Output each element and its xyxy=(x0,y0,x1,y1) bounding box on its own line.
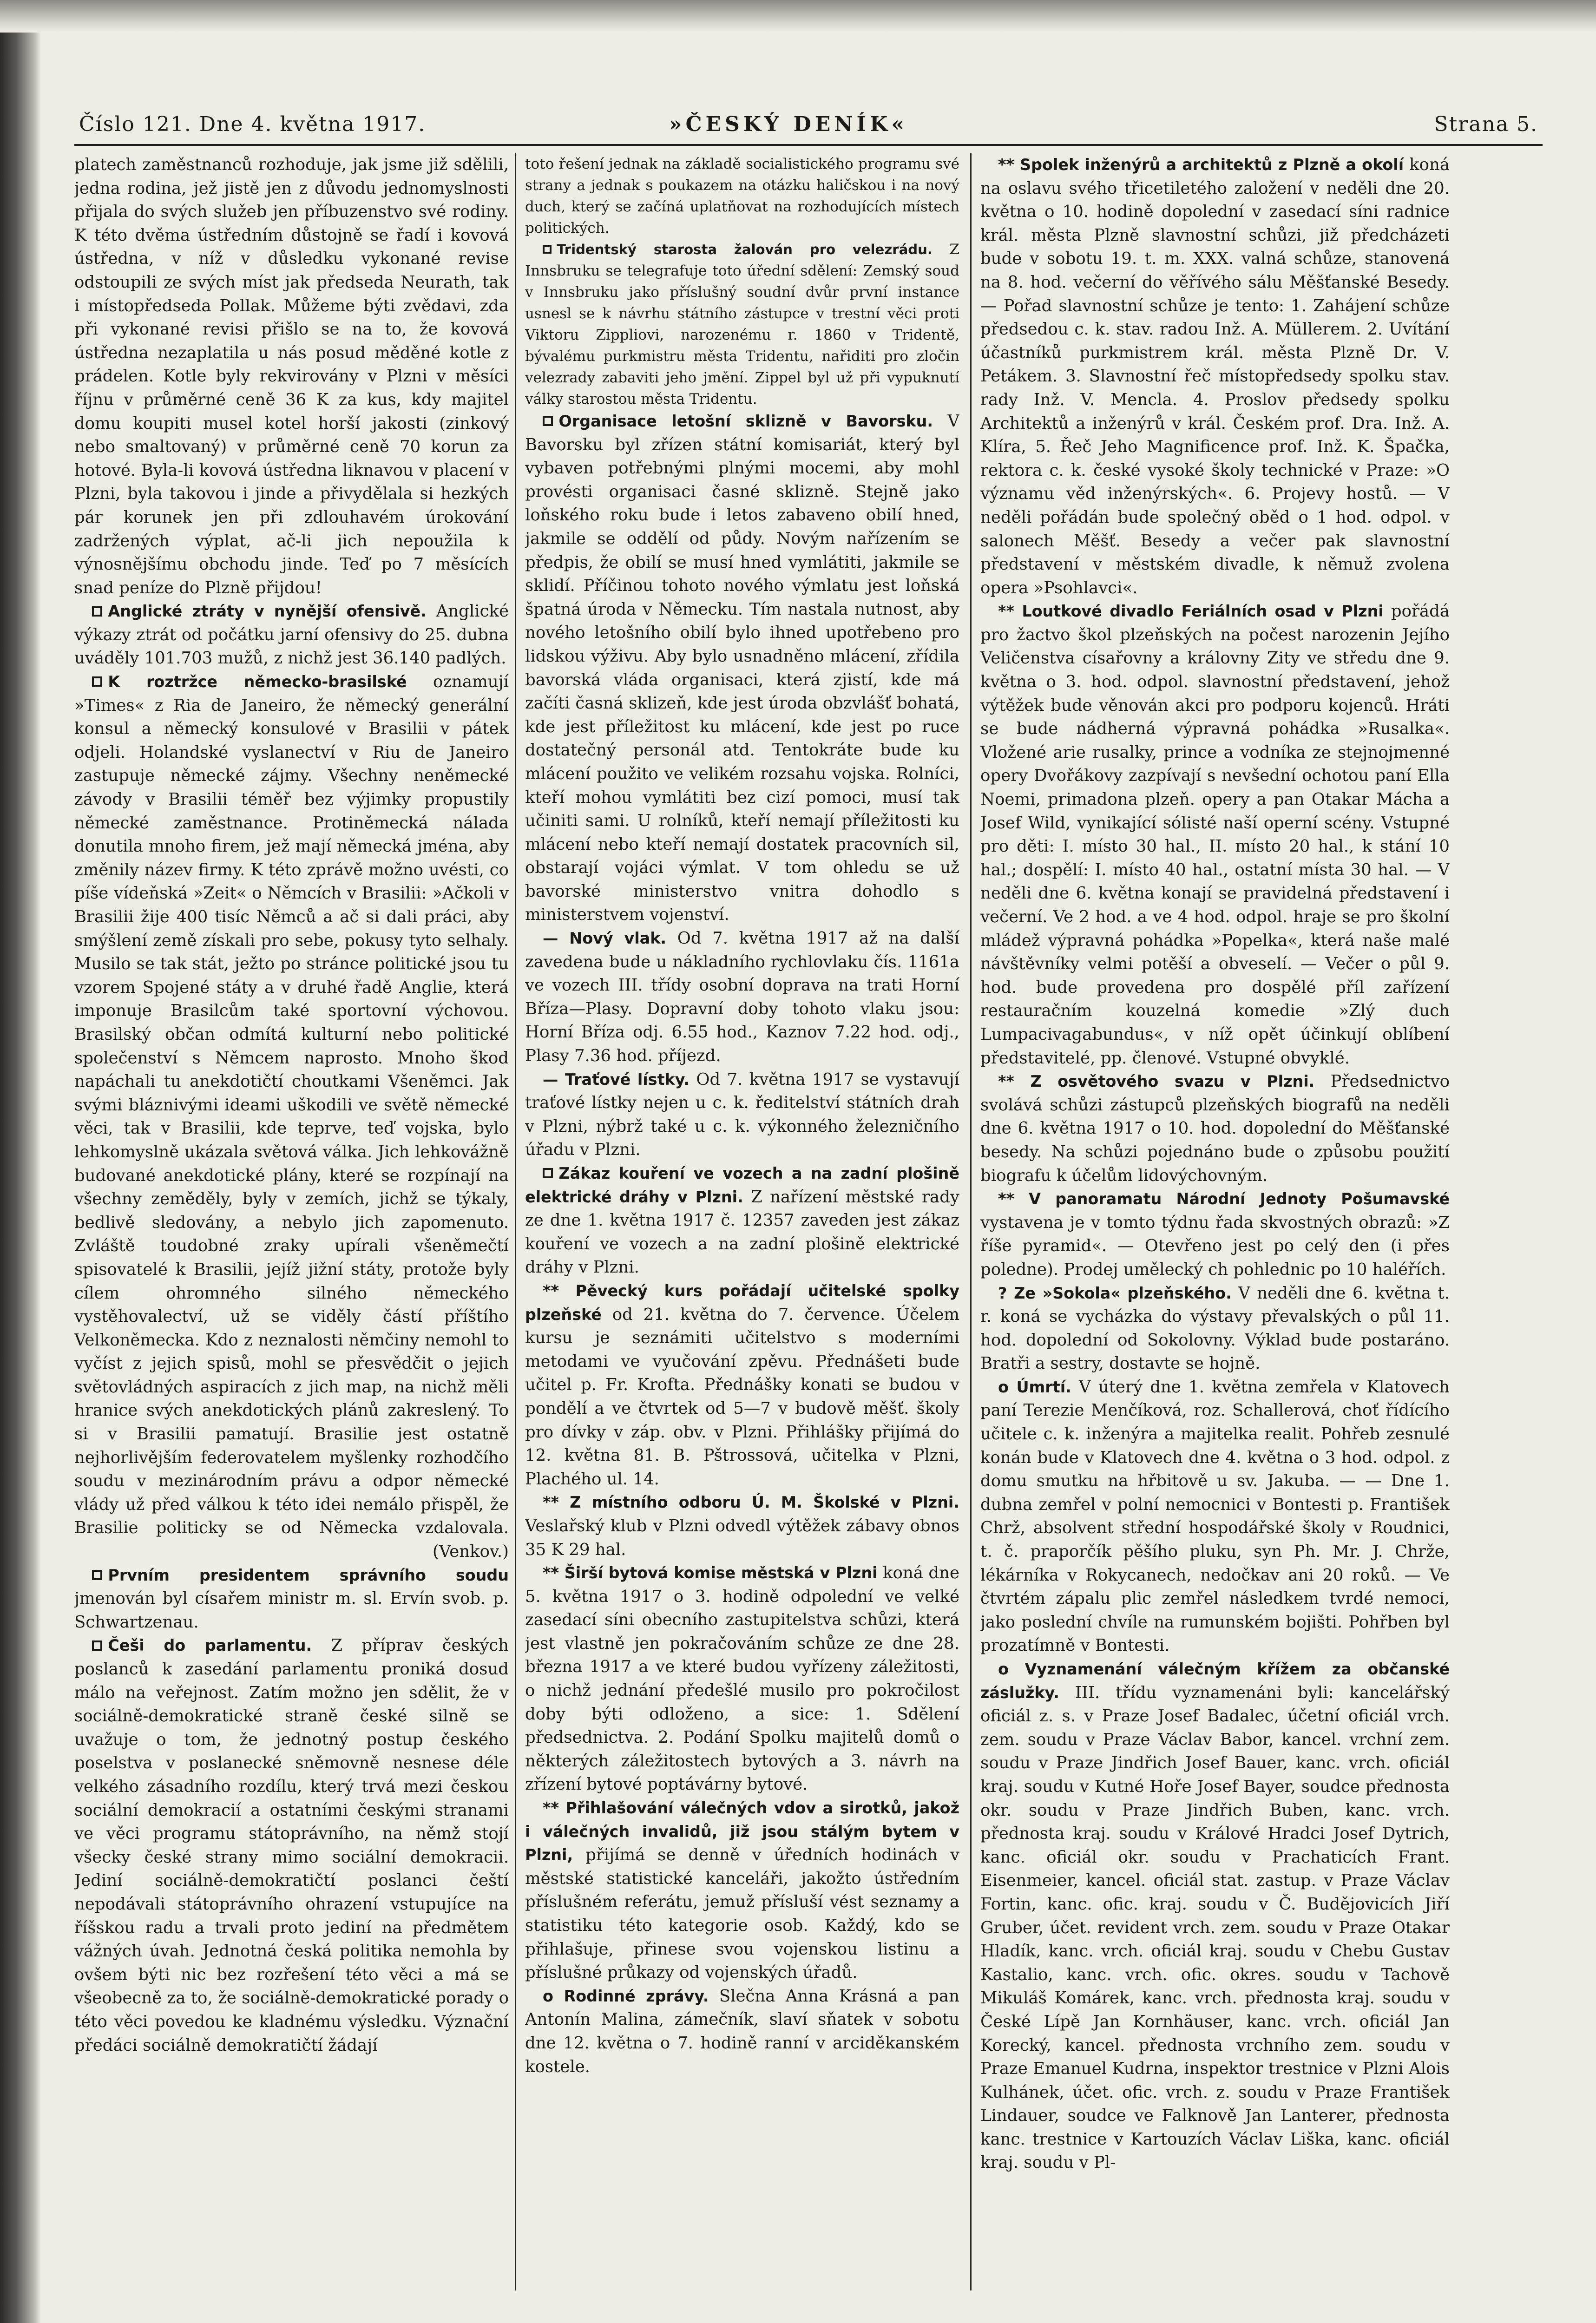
article-text: Od 7. května 1917 se vystavují traťové lístky nejen u c. k. ředitelství státních drah v Plzni, nýbrž také u c. k. výkonného železničního úřadu v Plzni. xyxy=(525,1070,959,1160)
article-headline: Tridentský starosta žalován pro velezrádu. xyxy=(557,242,933,257)
header-rule xyxy=(74,144,1543,146)
article-headline: ** Spolek inženýrů a architektů z Plzně a okolí xyxy=(998,156,1404,174)
article-paragraph xyxy=(980,153,1450,600)
article-headline: ** Pěvecký kurs pořádají učitelské spolky plzeňské xyxy=(525,1281,959,1324)
column-3 xyxy=(980,153,1450,2290)
article-paragraph xyxy=(74,1564,509,1634)
article-paragraph xyxy=(74,153,509,600)
article-headline: — Traťové lístky. xyxy=(543,1070,690,1089)
square-bullet-icon xyxy=(543,1168,553,1178)
article-text: Slečna Anna Krásná a pan Antonín Malina, zámečník, slaví sňatek v sobotu dne 12. května o 7. hodině ranní v arciděkanském kostele. xyxy=(525,1986,959,2076)
article-source: (Venkov.) xyxy=(433,1542,509,1562)
article-paragraph xyxy=(525,410,959,927)
article-text: vystavena je v tomto týdnu řada skvostných obrazů: »Z říše pyramid«. — Otevřeno jest po celý den (i přes poledne). Prodej umělecký ch pohlednic po 10 haléřích. xyxy=(980,1213,1450,1279)
square-bullet-icon xyxy=(543,245,552,254)
square-bullet-icon xyxy=(92,676,102,687)
article-text: koná na oslavu svého třicetiletého založení v neděli dne 20. května o 10. hodině dopolední v zasedací síni radnice král. města Plzně slavnostní schůzi, již předcházeti bude v sobotu 19. t. m. XXX. valná schůze, stanovená na 8. hod. večerní do věřívého sálu Měšťanské Besedy. — Pořad slavnostní schůze je tento: 1. Zahájení schůze předsedou c. k. stav. radou Inž. A. Müllerem. 2. Uvítání účastníků purkmistrem král. města Plzně Dr. V. Petákem. 3. Slavnostní řeč místopředsedy spolku stav. rady Inž. V. Mencla. 4. Proslov předsedy spolku Architektů a inženýrů v král. Českém prof. Dra. Inž. A. Klíra, 5. Řeč Jeho Magnificence prof. Inž. K. Špačka, rektora c. k. české vysoké školy technické v Praze: »O významu věd inženýrských«. 6. Projevy hostů. — V neděli pořádán bude společný oběd o 1 hod. odpol. v salonech Měšť. Besedy a večer pak slavnostní představení v městském divadle, k němuž zvolena opera »Psohlavci«. xyxy=(980,155,1450,597)
article-headline: Anglické ztráty v nynější ofensivě. xyxy=(108,602,427,621)
article-paragraph xyxy=(980,1658,1450,2175)
issue-date: Číslo 121. Dne 4. května 1917. xyxy=(79,112,426,136)
article-text: Od 7. května 1917 až na další zavedena bude u nákladního rychlovlaku čís. 1161a ve vozech III. třídy osobní doprava na trati Horní Bříza—Plasy. Dopravní doby tohoto vlaku jsou: Horní Bříza odj. 6.55 hod., Kaznov 7.22 hod. odj., Plasy 7.36 hod. příjezd. xyxy=(525,929,959,1066)
article-text: Anglické výkazy ztrát od počátku jarní ofensivy do 25. dubna uváděly 101.703 mužů, z nichž jest 36.140 padlých. xyxy=(74,602,509,668)
article-text: Veslařský klub v Plzni odvedl výtěžek zábavy obnos 35 K 29 hal. xyxy=(525,1516,959,1559)
article-headline: ? Ze »Sokola« plzeňského. xyxy=(998,1284,1232,1302)
article-text: Předsednictvo svolává schůzi zástupců plzeňských biografů na neděli dne 6. května 1917 o 10. hod. dopolední do Měšťanské besedy. Na schůzi pojednáno bude o způsobu použití biografu k účelům lidovýchovným. xyxy=(980,1072,1450,1185)
column-divider xyxy=(970,153,972,2290)
article-text: V úterý dne 1. května zemřela v Klatovech paní Terezie Menčíková, roz. Schallerová, choť řídícího učitele c. k. inženýra a majitelka realit. Pohřeb zesnulé konán bude v Klatovech dne 4. května o 3 hod. odpol. z domu smutku na hřbitově u sv. Jakuba. — — Dne 1. dubna zemřel v polní nemocnici v Bontesti p. František Chrž, absolvent střední hospodářské školy v Roudnici, t. č. praporčík pěšího pluku, syn Ph. Mr. J. Chrže, lékárníka v Rokycanech, nedočkav ani 20 roků. — Ve čtvrtém zápalu plic zemřel následkem tvrdé nemoci, jako poslední chvíle na rumunském bojišti. Pohřben byl prozatímně v Bontesti. xyxy=(980,1377,1450,1655)
article-paragraph xyxy=(525,1280,959,1491)
article-text: přijímá se denně v úředních hodinách v městské statistické kanceláři, jakožto ústředním příslušném referátu, jemuž přísluší vést seznamy a statistiku této kategorie osob. Každý, kdo se přihlašuje, přinese svou vojenskou listinu a příslušné průkazy od vojenských úřadů. xyxy=(525,1845,959,1982)
article-headline: ** Z osvětového svazu v Plzni. xyxy=(998,1072,1315,1091)
article-text: pořádá pro žactvo škol plzeňských na počest narozenin Jejího Veličenstva císařovny a královny Zity ve středu dne 9. května o 3. hod. odpol. slavnostní představení, jehož výtěžek bude věnován akci pro podporu kojenců. Hráti se bude nádherná výpravná pohádka »Rusalka«. Vložené arie rusalky, prince a vodníka ze stejnojmenné opery Dvořákovy zazpívají s nevšední ochotou paní Ella Noemi, primadona plzeň. opery a pan Otakar Mácha a Josef Wild, vynikající sólisté naší operní scény. Vstupné pro děti: I. místo 30 hal., II. místo 20 hal., k stání 10 hal.; dospělí: I. místo 40 hal., ostatní místa 30 hal. — V neděli dne 6. května konají se pravidelná představení i večerní. Ve 2 hod. a ve 4 hod. odpol. hraje se pro školní mládež výpravná pohádka »Popelka«, která naše malé návštěvníky velmi potěší a obveselí. — Večer o půl 9. hod. bude provedena pro dospělé příl zařízení restauračním kouzelná komedie »Zlý duch Lumpacivagabundus«, v níž opět účinkují oblíbení představitelé, pp. členové. Vstupné obvyklé. xyxy=(980,602,1450,1068)
article-paragraph xyxy=(525,1985,959,2079)
article-headline: o Vyznamenání válečným křížem za občanské záslužky. xyxy=(980,1660,1450,1702)
article-text: toto řešení jednak na základě socialistického programu své strany a jednak s poukazem na otázku haličskou i na nový duch, který se začíná uplatňovat na rozhodujících místech politických. xyxy=(525,156,959,236)
article-paragraph xyxy=(980,600,1450,1070)
square-bullet-icon xyxy=(92,1641,102,1651)
article-text: oznamují »Times« z Ria de Janeiro, že německý generální konsul a německý konsulové v Brasilii v pátek odjeli. Holandské vyslanectví v Riu de Janeiro zastupuje německé zájmy. Všechny neněmecké závody v Brasilii téměř bez výjimky propustily německé zaměstnance. Protiněmecká nálada donutila mnoho firem, jež mají německá jména, aby změnily název firmy. K této zprávě možno uvésti, co píše vídeňská »Zeit« o Němcích v Brasilii: »Ačkoli v Brasilii žije 400 tisíc Němců a ač si dali práci, aby smýšlení země získali pro sebe, pokusy tyto selhaly. Musilo se tak stát, ježto po stránce politické jsou tu vzorem Spojené státy a v druhé řadě Anglie, která imponuje Brasilcům také sportovní výchovou. Brasilský občan odmítá kulturní nebo politické společenství s Němcem naprosto. Mnoho škod napáchali tu anekdotičtí choutkami Všeněmci. Jak svými bláznivými ideami uškodili ve světě německé věci, tak v Brasilii, kde teprve, teď vojska, bylo lehkomyslně ukázala světová válka. Jich lehkovážně budované anekdotické plány, které se rozpínají na všechny zeměděly, byly v zemích, jichž se týkaly, bedlivě sledovány, a nebylo jich zapomenuto. Zvláště toudobné zraky upírali všeněmečtí spisovatelé k Brasilii, jejíž jižní státy, protože byly cílem ohromného silného německého vystěhovalectví, už se viděly částí příštího Velkoněmecka. Kdo z neznalosti němčiny nemohl to vyčíst z jejich spisů, mohl se přesvědčit o jejich světovládných aspiracích z jich map, na nichž měli hranice svých anekdotických plánů zakreslený. To si v Brasilii pamatují. Brasilie jest ostatně nejhorlivějším federovatelem myšlenky rozhodčího soudu v mezinárodním právu a odpor německé vlády už před válkou k této idei nemálo přispěl, že Brasilie politicky se od Německa vzdalovala. xyxy=(74,672,509,1538)
article-headline: Zákaz kouření ve vozech a na zadní plošině elektrické dráhy v Plzni. xyxy=(525,1164,959,1206)
column-divider xyxy=(515,153,516,2290)
square-bullet-icon xyxy=(92,1570,102,1580)
article-paragraph xyxy=(980,1070,1450,1188)
article-paragraph xyxy=(525,1162,959,1280)
article-paragraph xyxy=(980,1282,1450,1376)
article-headline: K roztržce německo-brasilské xyxy=(108,673,407,691)
article-paragraph xyxy=(74,670,509,1564)
article-text: koná dne 5. května 1917 o 3. hodině odpolední ve velké zasedací síni obecního zastupitelstva schůzi, která jest vlastně jen pokračováním schůze ze dne 28. března 1917 a ve které budou vyřízeny záležitosti, o nichž jednání předešlé musilo pro pokročilost doby býti odloženo, a sice: 1. Sdělení předsednictva. 2. Podání Spolku majitelů domů o některých záležitostech bytových a 3. návrh na zřízení bytové poptávárny bytové. xyxy=(525,1563,959,1794)
article-paragraph xyxy=(525,1562,959,1797)
article-paragraph xyxy=(980,1188,1450,1281)
article-paragraph xyxy=(525,1797,959,1985)
article-paragraph xyxy=(525,239,959,410)
article-headline: o Úmrtí. xyxy=(998,1378,1071,1396)
article-headline: Prvním presidentem správního soudu xyxy=(108,1566,509,1584)
article-paragraph xyxy=(74,1634,509,2057)
article-paragraph xyxy=(74,600,509,670)
article-headline: Organisace letošní sklizně v Bavorsku. xyxy=(558,412,933,430)
article-text: jmenován byl císařem ministr m. sl. Ervín svob. p. Schwartzenau. xyxy=(74,1589,509,1632)
article-headline: ** Přihlašování válečných vdov a sirotků, jakož i válečných invalidů, již jsou stálým bytem v Plzni, xyxy=(525,1799,959,1864)
square-bullet-icon xyxy=(543,416,553,426)
article-headline: ** V panoramatu Národní Jednoty Pošumavské xyxy=(998,1190,1450,1208)
page-header xyxy=(79,107,1538,144)
article-text: platech zaměstnanců rozhoduje, jak jsme již sdělili, jedna rodina, jež jistě jen z důvodu jednomyslnosti přijala do svých služeb jen příbuzenstvo své rodiny. K této dvěma ústředním důstojně se řadí i kovová ústředna, v níž v důsledku vykonané revise odstoupili ze svých míst jak předseda Neurath, tak i místopředseda Pollak. Můžeme býti zvědavi, zda při vykonané revisi přišlo se na to, že kovová ústředna nezaplatila u nás posud měděné kotle z prádelen. Kotle byly rekvirovány v Plzni v měsíci říjnu v průměrné ceně 36 K za kus, kdy majitel domu koupiti musel kotel horší jakosti (zinkový nebo smaltovaný) v průměrné ceně 70 korun za hotové. Byla-li kovová ústředna liknavou v placení v Plzni, byla takovou i jinde a přivydělala si hezkých pár korunek jen při zdlouhavém úrokování zadržených výplat, ač-li jich nepoužila k výnosnějšímu obchodu jinde. Teď po 7 měsících snad peníze do Plzně přijdou! xyxy=(74,155,509,597)
article-paragraph xyxy=(525,153,959,239)
newspaper-title: »ČESKÝ DENÍK« xyxy=(669,112,908,136)
article-headline: ** Z místního odboru Ú. M. Školské v Plzni. xyxy=(543,1493,959,1512)
article-text: V Bavorsku byl zřízen státní komisariát, který byl vybaven potřebnými plnými mocemi, aby mohl provésti organisaci časné sklizně. Stejně jako loňského roku bude i letos zabaveno obilí hned, jakmile se oddělí od půdy. Novým nařízením se předpis, že obilí se musí hned vymlátiti, jakmile se sklidí. Příčinou tohoto nového výmlatu jest loňská špatná úroda v Německu. Tím nastala nutnost, aby nového letošního obilí bylo ihned upotřebeno pro lidskou výživu. Aby bylo usnadněno mlácení, zřídila bavorská vláda organisaci, která zjistí, kde má začíti časná sklizeň, kde jest úroda obzvlášť bohatá, kde jest příležitost ku mlácení, kde jest po ruce dostatečný personál atd. Tentokráte bude ku mlácení použito ve velikém rozsahu vojska. Rolníci, kteří mohou vymlátiti bez cizí pomoci, musí tak učiniti sami. U rolníků, kteří nemají příležitosti ku mlácení nebo kteří nemají dostatek pracovních sil, obstarají vojáci výmlat. V tom ohledu se už bavorské ministerstvo vnitra dohodlo s ministerstvem vojenství. xyxy=(525,412,959,925)
article-headline: o Rodinné zprávy. xyxy=(543,1987,709,2005)
article-headline: — Nový vlak. xyxy=(543,929,667,948)
article-text: V neděli dne 6. května t. r. koná se vycházka do výstavy převalských o půl 11. hod. dopolední od Sokolovny. Výklad bude postaráno. Bratři a sestry, dostavte se hojně. xyxy=(980,1283,1450,1373)
article-paragraph xyxy=(980,1376,1450,1658)
scan-border-left xyxy=(0,0,41,2323)
article-text: III. třídu vyznamenáni byli: kancelářský oficiál z. s. v Praze Josef Badalec, účetní oficiál vrch. zem. soudu v Praze Václav Babor, kancel. vrchní zem. soudu v Praze Jindřich Josef Bauer, kanc. vrch. oficiál kraj. soudu v Kutné Hoře Josef Bayer, soudce přednosta okr. soudu v Praze Jindřich Buben, kanc. vrch. přednosta kraj. soudu v Králové Hradci Josef Dytrich, kanc. oficiál okr. soudu v Prachaticích Frant. Eisenmeier, kancel. oficiál stat. zastup. v Praze Václav Fortin, kanc. ofic. kraj. soudu v Č. Budějovicích Jiří Gruber, účet. revident vrch. zem. soudu v Praze Otakar Hladík, kanc. vrch. oficiál kraj. soudu v Chebu Gustav Kastalio, kanc. vrch. ofic. okres. soudu v Tachově Mikuláš Komárek, kanc. vrch. přednosta kraj. soudu v České Lípě Jan Kornhäuser, kanc. vrch. oficiál Jan Korecký, kancel. přednosta vrchního zem. soudu v Praze Emanuel Kudrna, inspektor trestnice v Plzni Alois Kulhánek, účet. ofic. vrch. z. soudu v Praze František Lindauer, soudce ve Falknově Jan Lanterer, přednosta kanc. trestnice v Kartouzích Václav Liška, kanc. oficiál kraj. soudu v Pl- xyxy=(980,1683,1450,2172)
article-headline: ** Širší bytová komise městská v Plzni xyxy=(543,1564,878,1582)
square-bullet-icon xyxy=(92,606,102,617)
article-paragraph xyxy=(525,1068,959,1162)
article-text: Z Innsbruku se telegrafuje toto úřední sdělení: Zemský soud v Innsbruku jako příslušný soudní dvůr první instance usnesl se k návrhu státního zástupce v trestní věci proti Viktoru Zippliovi, narozenému r. 1860 v Tridentě, bývalému purkmistru města Tridentu, nařiditi pro zločin velezrady zabaviti jeho jmění. Zippel byl už při vypuknutí války starostou města Tridentu. xyxy=(525,241,959,407)
article-paragraph xyxy=(525,1491,959,1562)
article-headline: Češi do parlamentu. xyxy=(108,1636,312,1655)
article-paragraph xyxy=(525,927,959,1068)
column-1 xyxy=(74,153,509,2290)
article-text: od 21. května do 7. července. Účelem kursu je seznámiti učitelstvo s moderními metodami ve vyučování zpěvu. Přednášeti bude učitel p. Fr. Krofta. Přednášky konati se budou v pondělí a ve čtvrtek od 5—7 v budově měšť. školy pro dívky v záp. obv. v Plzni. Přihlášky přijímá do 12. května 81. B. Pštrossová, učitelka v Plzni, Plachého ul. 14. xyxy=(525,1305,959,1489)
article-headline: ** Loutkové divadlo Feriálních osad v Plzni xyxy=(998,602,1384,621)
article-text: Z příprav českých poslanců k zasedání parlamentu proniká dosud málo na veřejnost. Zatím možno jen sdělit, že v sociálně-demokratické straně české silně se uvažuje o tom, že jednotný postup českého poselstva v poslanecké sněmovně nesnese déle velkého zásadního rozdílu, který trvá mezi českou sociální demokracií a ostatními českými stranami ve věci programu státoprávního, na němž stojí všecky české strany mimo sociální demokracii. Jediní sociálně-demokratičtí poslanci čeští nepodávali státoprávního ohrazení vstupujíce na říšskou radu a trvali proto jediní na předmětem vážných úvah. Jednotná česká politika nemohla by ovšem býti nic bez rozřešení této věci a má se všeobecně za to, že sociálně-demokratické porady o této věci povedou ke kladnému výsledku. Význační předáci sociálně demokratičtí žádají xyxy=(74,1636,509,2055)
article-text: Z nařízení městské rady ze dne 1. května 1917 č. 12357 zaveden jest zákaz kouření ve vozech a na zadní plošině elektrické dráhy v Plzni. xyxy=(525,1187,959,1277)
scan-border-top xyxy=(0,0,1596,33)
page-number: Strana 5. xyxy=(1434,112,1538,136)
column-2 xyxy=(525,153,959,2290)
